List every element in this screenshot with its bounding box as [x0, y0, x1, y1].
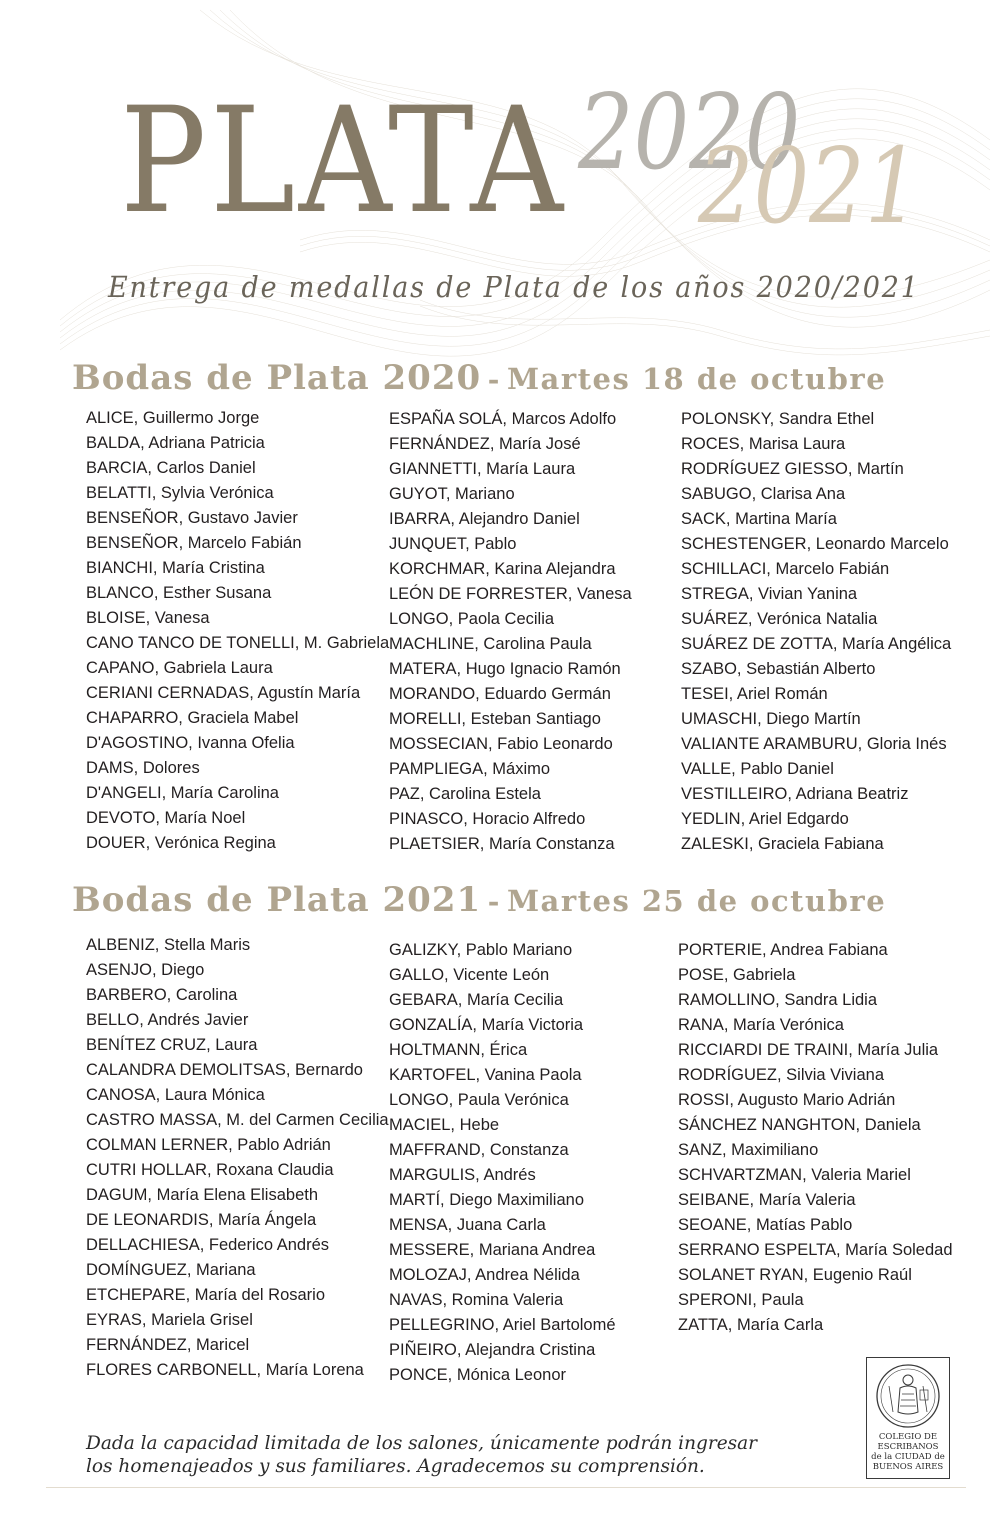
footer-note-line-1: Dada la capacidad limitada de los salones, únicamente podrán ingresar: [86, 1433, 758, 1454]
list-item: PONCE, Mónica Leonor: [389, 1366, 566, 1384]
section-title-2021: Bodas de Plata 2021: [72, 880, 482, 920]
list-item: RODRÍGUEZ GIESSO, Martín: [681, 460, 904, 478]
names-2021-column-1: [86, 933, 389, 1383]
list-item: SEOANE, Matías Pablo: [678, 1216, 853, 1234]
list-item: ALICE, Guillermo Jorge: [86, 409, 260, 427]
list-item: KARTOFEL, Vanina Paola: [389, 1066, 582, 1084]
list-item: GALIZKY, Pablo Mariano: [389, 941, 573, 959]
list-item: DAMS, Dolores: [86, 759, 200, 777]
list-item: MENSA, Juana Carla: [389, 1216, 546, 1234]
list-item: SZABO, Sebastián Alberto: [681, 660, 876, 678]
footer-divider: [46, 1487, 966, 1488]
list-item: BENSEÑOR, Gustavo Javier: [86, 509, 298, 527]
list-item: TESEI, Ariel Román: [681, 685, 828, 703]
list-item: COLMAN LERNER, Pablo Adrián: [86, 1136, 331, 1154]
list-item: ETCHEPARE, María del Rosario: [86, 1286, 326, 1304]
list-item: SUÁREZ, Verónica Natalia: [681, 610, 878, 628]
list-item: PIÑEIRO, Alejandra Cristina: [389, 1341, 596, 1359]
list-item: SACK, Martina María: [681, 510, 837, 528]
section-heading-2020: [72, 358, 952, 398]
section-heading-2021: [72, 880, 952, 920]
list-item: SEIBANE, María Valeria: [678, 1191, 856, 1209]
list-item: D'AGOSTINO, Ivanna Ofelia: [86, 734, 295, 752]
list-item: GONZALÍA, María Victoria: [389, 1016, 584, 1034]
list-item: SOLANET RYAN, Eugenio Raúl: [678, 1266, 912, 1284]
list-item: LONGO, Paola Cecilia: [389, 610, 555, 628]
list-item: ROCES, Marisa Laura: [681, 435, 846, 453]
list-item: DOMÍNGUEZ, Mariana: [86, 1261, 256, 1279]
names-2021-column-2: [389, 938, 616, 1388]
footer-note: [86, 1432, 826, 1478]
list-item: UMASCHI, Diego Martín: [681, 710, 861, 728]
seal-line-2: ESCRIBANOS: [877, 1442, 939, 1452]
list-item: CANOSA, Laura Mónica: [86, 1086, 265, 1104]
list-item: ALBENIZ, Stella Maris: [86, 936, 251, 954]
list-item: RAMOLLINO, Sandra Lidia: [678, 991, 878, 1009]
list-item: FERNÁNDEZ, Maricel: [86, 1336, 250, 1354]
list-item: MACHLINE, Carolina Paula: [389, 635, 592, 653]
year-2020-label: 2020: [578, 71, 801, 193]
list-item: FERNÁNDEZ, María José: [389, 435, 581, 453]
names-2021-column-3: [678, 938, 953, 1338]
list-item: CHAPARRO, Graciela Mabel: [86, 709, 299, 727]
list-item: NAVAS, Romina Valeria: [389, 1291, 564, 1309]
list-item: MARTÍ, Diego Maximiliano: [389, 1191, 585, 1209]
list-item: SÁNCHEZ NANGHTON, Daniela: [678, 1116, 921, 1134]
list-item: BALDA, Adriana Patricia: [86, 434, 265, 452]
names-2020-column-2: [389, 407, 632, 857]
list-item: PAZ, Carolina Estela: [389, 785, 541, 803]
section-title-2020: Bodas de Plata 2020: [72, 358, 482, 398]
list-item: BLOISE, Vanesa: [86, 609, 210, 627]
section-date-2021: Martes 25 de octubre: [506, 884, 887, 918]
list-item: DAGUM, María Elena Elisabeth: [86, 1186, 319, 1204]
list-item: DEVOTO, María Noel: [86, 809, 246, 827]
colegio-escribanos-logo: [866, 1357, 950, 1479]
list-item: BELATTI, Sylvia Verónica: [86, 484, 274, 502]
list-item: PELLEGRINO, Ariel Bartolomé: [389, 1316, 616, 1334]
list-item: MORANDO, Eduardo Germán: [389, 685, 611, 703]
list-item: BELLO, Andrés Javier: [86, 1011, 249, 1029]
list-item: MAFFRAND, Constanza: [389, 1141, 569, 1159]
list-item: BLANCO, Esther Susana: [86, 584, 272, 602]
list-item: SUÁREZ DE ZOTTA, María Angélica: [681, 635, 952, 653]
list-item: ESPAÑA SOLÁ, Marcos Adolfo: [389, 410, 617, 428]
names-2020-column-3: [681, 407, 951, 857]
list-item: CANO TANCO DE TONELLI, M. Gabriela: [86, 634, 390, 652]
list-item: ZATTA, María Carla: [678, 1316, 824, 1334]
list-item: LONGO, Paula Verónica: [389, 1091, 569, 1109]
list-item: GEBARA, María Cecilia: [389, 991, 564, 1009]
list-item: SCHVARTZMAN, Valeria Mariel: [678, 1166, 911, 1184]
list-item: SABUGO, Clarisa Ana: [681, 485, 846, 503]
list-item: MOLOZAJ, Andrea Nélida: [389, 1266, 580, 1284]
list-item: RICCIARDI DE TRAINI, María Julia: [678, 1041, 939, 1059]
list-item: EYRAS, Mariela Grisel: [86, 1311, 253, 1329]
list-item: VALLE, Pablo Daniel: [681, 760, 834, 778]
section-separator: -: [487, 885, 501, 918]
list-item: KORCHMAR, Karina Alejandra: [389, 560, 616, 578]
list-item: FLORES CARBONELL, María Lorena: [86, 1361, 364, 1379]
list-item: RANA, María Verónica: [678, 1016, 844, 1034]
list-item: HOLTMANN, Érica: [389, 1041, 528, 1059]
list-item: ZALESKI, Graciela Fabiana: [681, 835, 884, 853]
list-item: D'ANGELI, María Carolina: [86, 784, 279, 802]
list-item: MOSSECIAN, Fabio Leonardo: [389, 735, 613, 753]
list-item: MORELLI, Esteban Santiago: [389, 710, 601, 728]
list-item: SCHILLACI, Marcelo Fabián: [681, 560, 890, 578]
list-item: SERRANO ESPELTA, María Soledad: [678, 1241, 953, 1259]
list-item: GUYOT, Mariano: [389, 485, 515, 503]
list-item: MACIEL, Hebe: [389, 1116, 500, 1134]
page-title: PLATA: [120, 76, 567, 246]
section-separator: -: [487, 363, 501, 396]
list-item: MARGULIS, Andrés: [389, 1166, 536, 1184]
seal-line-3: de la CIUDAD de: [871, 1452, 945, 1462]
list-item: BENSEÑOR, Marcelo Fabián: [86, 534, 302, 552]
seal-line-4: BUENOS AIRES: [872, 1462, 944, 1472]
list-item: CERIANI CERNADAS, Agustín María: [86, 684, 361, 702]
list-item: BENÍTEZ CRUZ, Laura: [86, 1036, 258, 1054]
list-item: LEÓN DE FORRESTER, Vanesa: [389, 585, 632, 603]
footer-note-line-2: los homenajeados y sus familiares. Agradecemos su comprensión.: [86, 1456, 705, 1477]
list-item: DELLACHIESA, Federico Andrés: [86, 1236, 330, 1254]
names-2020-column-1: [86, 406, 389, 856]
list-item: IBARRA, Alejandro Daniel: [389, 510, 580, 528]
page-subtitle: Entrega de medallas de Plata de los años 2020/2021: [108, 270, 920, 304]
list-item: CALANDRA DEMOLITSAS, Bernardo: [86, 1061, 363, 1079]
list-item: DOUER, Verónica Regina: [86, 834, 276, 852]
year-2021-label: 2021: [698, 125, 921, 247]
list-item: BIANCHI, María Cristina: [86, 559, 265, 577]
list-item: ASENJO, Diego: [86, 961, 205, 979]
list-item: JUNQUET, Pablo: [389, 535, 517, 553]
list-item: SANZ, Maximiliano: [678, 1141, 819, 1159]
list-item: GALLO, Vicente León: [389, 966, 550, 984]
list-item: PLAETSIER, María Constanza: [389, 835, 615, 853]
list-item: DE LEONARDIS, María Ángela: [86, 1211, 317, 1229]
list-item: CAPANO, Gabriela Laura: [86, 659, 273, 677]
list-item: CUTRI HOLLAR, Roxana Claudia: [86, 1161, 334, 1179]
section-date-2020: Martes 18 de octubre: [506, 362, 887, 396]
list-item: SPERONI, Paula: [678, 1291, 804, 1309]
list-item: VESTILLEIRO, Adriana Beatriz: [681, 785, 909, 803]
list-item: RODRÍGUEZ, Silvia Viviana: [678, 1066, 885, 1084]
seal-emblem-icon: [873, 1362, 943, 1430]
list-item: BARBERO, Carolina: [86, 986, 238, 1004]
list-item: POLONSKY, Sandra Ethel: [681, 410, 875, 428]
list-item: YEDLIN, Ariel Edgardo: [681, 810, 849, 828]
list-item: CASTRO MASSA, M. del Carmen Cecilia: [86, 1111, 389, 1129]
list-item: BARCIA, Carlos Daniel: [86, 459, 256, 477]
list-item: POSE, Gabriela: [678, 966, 796, 984]
list-item: ROSSI, Augusto Mario Adrián: [678, 1091, 896, 1109]
list-item: PINASCO, Horacio Alfredo: [389, 810, 586, 828]
list-item: SCHESTENGER, Leonardo Marcelo: [681, 535, 949, 553]
seal-text: [867, 1432, 949, 1472]
list-item: STREGA, Vivian Yanina: [681, 585, 858, 603]
list-item: VALIANTE ARAMBURU, Gloria Inés: [681, 735, 947, 753]
list-item: MESSERE, Mariana Andrea: [389, 1241, 596, 1259]
seal-line-1: COLEGIO DE: [878, 1432, 938, 1442]
list-item: MATERA, Hugo Ignacio Ramón: [389, 660, 621, 678]
list-item: PAMPLIEGA, Máximo: [389, 760, 551, 778]
list-item: GIANNETTI, María Laura: [389, 460, 576, 478]
list-item: PORTERIE, Andrea Fabiana: [678, 941, 888, 959]
